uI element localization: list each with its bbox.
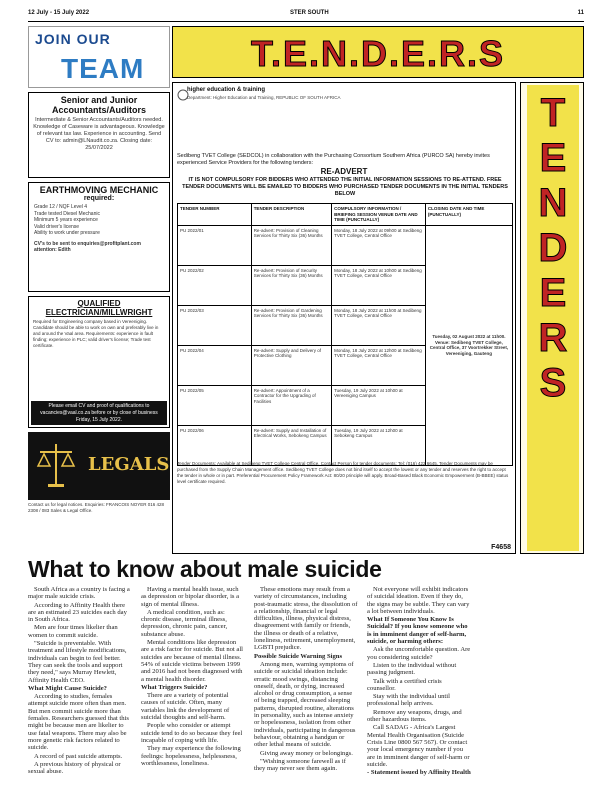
join-team-ad (28, 26, 170, 88)
list-item: Valid driver's license (34, 223, 80, 230)
table-header-row: TENDER NUMBER TENDER DESCRIPTION COMPULSORY INFORMATION / BRIEFING SESSION VENUE DATE AND TIME (PUNCTUALLY) CLOSING DATE AND TIME (PUNCTUALLY) (178, 204, 513, 226)
list-item: Trade tested Diesel Mechanic (34, 210, 100, 217)
tender-ref: F4658 (491, 544, 511, 551)
article-body (28, 586, 584, 786)
article-col-2: Having a mental health issue, such as depression or bipolar disorder, is a sign of mental illness. A medical condition, such as: chronic disease, terminal illness, depression, chronic pain, cancer, substance abuse. Mental conditions like depression are a risk factor for suicide. But not all suicides are because of mental illness. 54% of suicide victims between 1999 and 2016 had not been diagnosed with a mental health disorder. What Triggers Suicide? There are a variety of potential causes of suicide. Often, many variables link the development of suicidal thoughts and self-harm. People who consider or attempt suicide tend to do so because they feel incapable of coping with life. They may experience the following feelings: hopelessness, helplessness, worthlessness, loneliness. (141, 586, 243, 767)
tender-table (177, 203, 513, 466)
article-col-4: Not everyone will exhibit indicators of suicidal ideation. Even if they do, the signs may be subtle. They can vary a lot between individuals. What If Someone You Know Is Suicidal? If you know someone who is in imminent danger of self-harm, suicide, or harming others: Ask the uncomfortable question. Are you considering suicide? Listen to the individual without passing judgment. Talk with a certified crisis counsellor. Stay with the individual until professional help arrives. Remove any weapons, drugs, and other hazardous items. Call SADAG - Africa's Largest Mental Health Organisation (Suicide Crisis Line 0800 567 567). Or contact your local emergency number if you are in imminent danger of self-harm or suicide. - Statement issued by Affinity Health (367, 586, 471, 777)
mechanic-ad (28, 182, 170, 292)
list-item: Ability to work under pressure (34, 230, 100, 236)
table-row: PU 2022/05 Re-advert: Appointment of a Contractor for the Upgrading of Facilities Tuesday, 19 July 2022 at 10h00 at Vereeniging Campus (178, 385, 513, 425)
tender-notice (172, 82, 516, 554)
issue-date: 12 July - 15 July 2022 (28, 10, 90, 16)
mechanic-cta: CV's to be sent to enquiries@profitplant.com attention: Edith (34, 240, 141, 253)
table-row: PU 2022/03 Re-advert: Provision of Gardening Services for Thirty Six (36) Months Monday, 18 July 2022 at 11h00 at Sedibeng TVET College, Central Office (178, 305, 513, 345)
accountants-ad (28, 92, 170, 178)
tender-intro: Sedibeng TVET College (SEDCOL) in collaboration with the Purchasing Consortium Southern Africa (PURCO SA) hereby invites experienced Service Providers for the following tenders: (177, 153, 490, 166)
mechanic-subtitle: required: (83, 195, 115, 202)
legals-text: Contact us for legal notices. Enquiries: FRANCOIS NOYER 016 428 2308 / 083 Sales & Legal Office. (28, 502, 165, 513)
tenders-banner (172, 26, 584, 78)
join-line1: JOIN OUR (35, 31, 111, 47)
mechanic-list (29, 202, 169, 256)
millwright-ad (28, 296, 170, 428)
legals-title: LEGALS (88, 454, 170, 475)
side-banner-letters: T E N D E R S (538, 91, 568, 405)
join-line2: TEAM (61, 53, 145, 84)
mechanic-title: EARTHMOVING MECHANIC (39, 185, 159, 195)
article-col-1: South Africa as a country is facing a major male suicide crisis. According to Affinity Health there are an estimated 23 suicides each day in South Africa. Men are four times likelier than women to commit suicide. "Suicide is preventable. With treatment and lifestyle modifications, individuals can begin to feel better. They can seek the tools and support they need," says Murray Hewlett, Affinity Health CEO. What Might Cause Suicide? According to studies, females attempt suicide more often than men. But men commit suicide more than females. Researchers guessed that this might be because men are likelier to use fatal weapons. There may also be more genetic risk factors related to suicide. A record of past suicide attempts. A previous history of physical or sexual abuse. (28, 586, 130, 776)
tenders-side-banner (520, 82, 584, 554)
page-header (28, 8, 584, 22)
paper-name: STER SOUTH (290, 10, 329, 16)
table-row: PU 2022/04 Re-advert: Supply and Delivery of Protective Clothing Monday, 18 July 2022 at 12h00 at Sedibeng TVET College, Central Office (178, 345, 513, 385)
millwright-title: QUALIFIED ELECTRICIAN/MILLWRIGHT (45, 299, 153, 317)
table-row: PU 2022/01 Re-advert: Provision of Cleaning Services for Thirty Six (36) Months Monday, 18 July 2022 at 09h00 at Sedibeng TVET College, Central Office Tuesday, 02 August 2022 at 11h00. Venue: Sedibeng TVET College, Central Office, 37 Voortrekker Street, Vereeniging, Gauteng (178, 225, 513, 265)
tender-notice-text: IT IS NOT COMPULSORY FOR BIDDERS WHO ATTENDED THE INITIAL INFORMATION SESSIONS TO RE-ATTEND. FREE TENDER DOCUMENTS WILL BE EMAILED TO BIDDERS WHO PURCHASED TENDER DOCUMENTS IN THE INITIAL TENDERS BELOW (182, 177, 508, 197)
readvert-heading: RE-ADVERT (320, 167, 368, 176)
table-row: PU 2022/02 Re-advert: Provision of Security Services for Thirty Six (36) Months Monday, 18 July 2022 at 10h00 at Sedibeng TVET College, Central Office (178, 265, 513, 305)
article-col-3: These emotions may result from a variety of circumstances, including post-traumatic stress, the dissolution of a relationship, financial or legal difficulties, illness, physical distress, disagreement with family or friends, the illness or death of a relative, loneliness, retirement, unemployment, LGBTI prejudice. Possible Suicide Warning Signs Among men, warning symptoms of suicide or suicidal ideation include: erratic mood swings, distancing oneself, death, or dying, increased alcohol or drug consumption, a sense of being trapped, decreased sleeping patterns, disrupted routine, alterations in personality, such as intense anxiety or hopelessness, isolation from other individuals, participating in dangerous behaviour, obtaining a handgun or other lethal means of suicide. Giving away money or belongings. "Wishing someone farewell as if they may never see them again. (254, 586, 358, 773)
tenders-banner-title: T.E.N.D.E.R.S (250, 33, 506, 74)
list-item: Grade 12 / NQF Level 4 (34, 204, 88, 210)
tender-fine-print: Tender Documents: Available at Sedibeng TVET College Central Office. Contact Person for tender documents: Tel: (016) 422 6645. Tender Documents may be purchased from the Supply Chain Management office. Sedibeng TVET College does not bind itself to accept the lowest or any tender and reserves the right to accept the tender in whole or in part. Preferential Procurement Policy Framework Act: 80/20 principle will apply. Broad-Based Black Economic Empowerment (B-BBEE) status level certificate required. (177, 461, 509, 484)
article-headline: What to know about male suicide (28, 556, 382, 582)
scales-of-justice-icon (36, 440, 76, 490)
tender-closing: Tuesday, 02 August 2022 at 11h00. Venue: Sedibeng TVET College, Central Office, 37 Voortrekker Street, Vereeniging, Gauteng (425, 225, 512, 465)
list-item: Minimum 5 years experience (34, 217, 98, 223)
accountants-body: Intermediate & Senior Accountants/Auditors needed. Knowledge of Caseware is advantageous. Knowledge of relevant tax law. Experience in accounting. Send CV to: admin@LNaudit.co.za. Closing date: 25/07/2022 (33, 117, 165, 151)
table-row: PU 2022/06 Re-advert: Supply and Installation of Electrical Works, Sebokeng Campus Tuesday, 19 July 2022 at 12h00 at Sebokeng Campus (178, 425, 513, 465)
page-number: 11 (577, 10, 584, 16)
legals-ad (28, 432, 170, 500)
millwright-body: Required for Engineering company based in Vereeniging. Candidate should be able to work on own and preferably live in and around the Vaal area. Requirements: experience in fault finding; experience in PLC; valid driver's license; Trade test certificate. (33, 319, 159, 348)
millwright-footer: Please email CV and proof of qualifications to vacancies@vaal.co.za before or by close of business Friday, 15 July 2022. (31, 401, 167, 425)
accountants-title: Senior and Junior Accountants/Auditors (51, 95, 146, 115)
tender-org: higher education & training Department: Higher Education and Training, REPUBLIC OF SOUTH AFRICA (187, 87, 341, 100)
